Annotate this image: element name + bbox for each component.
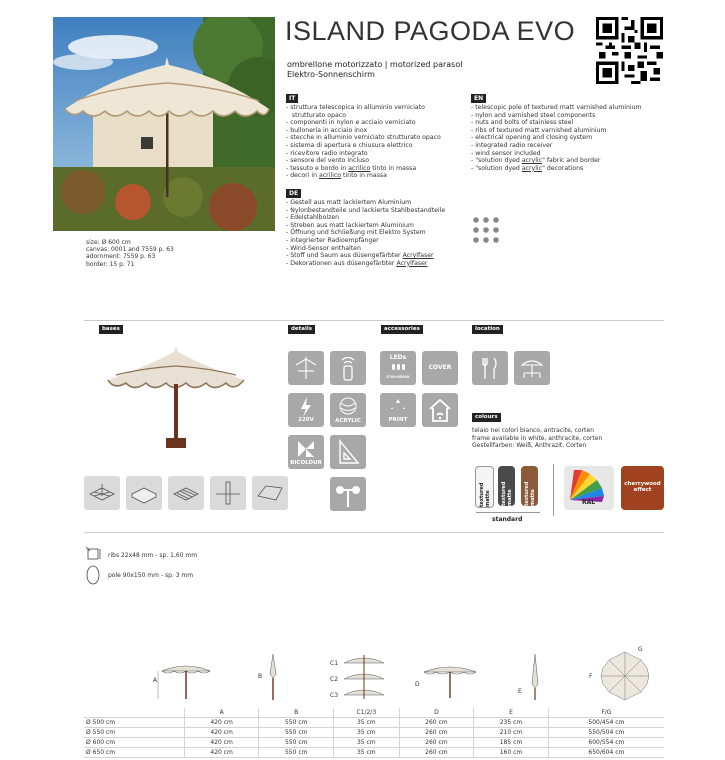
description-it bbox=[286, 94, 441, 180]
dimension-label-f: F bbox=[589, 673, 593, 680]
list-item: - bulloneria in acciaio inox bbox=[286, 126, 368, 134]
list-item: - decori in acrilico tinto in massa bbox=[286, 172, 387, 180]
colours-description: telaio nei colori bianco, antracite, corten frame available in white, anthracite, corten Gestellfarben: Weiß, Anthrazit, Corten bbox=[472, 427, 603, 449]
table-row: Ø 600 cm 420 cm 550 cm 35 cm 260 cm 185 cm 600/554 cm bbox=[84, 738, 664, 748]
base-option-cross[interactable] bbox=[84, 476, 120, 510]
dimension-label-d: D bbox=[415, 681, 420, 688]
dimension-drawing-b bbox=[263, 654, 283, 706]
list-item: - nylon and varnished steel components bbox=[471, 111, 596, 119]
acrylic-link[interactable]: acrilico bbox=[348, 164, 371, 172]
dimension-drawing-fg bbox=[597, 650, 653, 706]
qr-code[interactable] bbox=[596, 17, 663, 84]
print-accessory-icon: PRINT bbox=[380, 393, 416, 427]
divider bbox=[476, 512, 540, 513]
list-item: - ricevitore radio integrato bbox=[286, 149, 368, 157]
frame-colour-white[interactable]: textured matte bbox=[475, 466, 494, 508]
acrylfaser-link[interactable]: Acrylfaser bbox=[396, 259, 428, 267]
list-item: - ribs of textured matt varnished aluminium bbox=[471, 126, 607, 134]
lang-tag-de: DE bbox=[286, 189, 301, 198]
list-item: - Öffnung und Schließung mit Elektro System bbox=[286, 229, 426, 237]
dimension-label-a: A bbox=[153, 677, 158, 684]
divider bbox=[84, 320, 664, 321]
list-item: - sensore del vento incluso bbox=[286, 157, 370, 165]
bicolour-icon: BICOLOUR bbox=[288, 435, 324, 469]
section-bases: bases bbox=[99, 325, 123, 334]
dimension-drawing-d bbox=[420, 660, 480, 704]
dimension-drawing-e bbox=[528, 654, 542, 706]
base-option-plate[interactable] bbox=[252, 476, 288, 510]
rib-profile-icon bbox=[86, 546, 102, 566]
list-item: - Streben aus matt lackiertem Aluminium bbox=[286, 221, 414, 229]
list-item: - sistema di apertura e chiusura elettrico bbox=[286, 141, 413, 149]
acrylic-yarn-icon: ACRYLIC bbox=[330, 393, 366, 427]
dimension-drawing-c bbox=[342, 653, 386, 703]
acrylic-link[interactable]: acrilico bbox=[318, 172, 342, 180]
wind-sensor-icon bbox=[330, 477, 366, 511]
list-item: strutturato opaco bbox=[286, 111, 346, 119]
description-en bbox=[471, 94, 642, 172]
list-item: - struttura telescopica in alluminio verniciato bbox=[286, 104, 425, 111]
list-item: - Gestell aus matt lackiertem Aluminium bbox=[286, 199, 412, 206]
list-item: - tessuto e bordo in acrilico tinto in massa bbox=[286, 164, 417, 172]
table-row: Ø 500 cm 420 cm 550 cm 35 cm 260 cm 235 cm 500/454 cm bbox=[84, 718, 664, 728]
table-row: Ø 550 cm 420 cm 550 cm 35 cm 260 cm 210 cm 550/504 cm bbox=[84, 728, 664, 738]
list-item: - nuts and bolts of stainless steel bbox=[471, 119, 574, 127]
home-wifi-icon bbox=[422, 393, 458, 427]
lang-tag-it: IT bbox=[286, 94, 298, 103]
description-de bbox=[286, 189, 445, 267]
restaurant-location-icon bbox=[472, 351, 508, 385]
table-header-row: A B C1/2/3 D E F/G bbox=[84, 708, 664, 718]
section-details: details bbox=[288, 325, 315, 334]
list-item: - integrated radio receiver bbox=[471, 141, 553, 149]
frame-colour-corten[interactable]: textured matte bbox=[521, 466, 538, 506]
list-item: - "solution dyed acrylic" decorations bbox=[471, 164, 584, 172]
product-title: ISLAND PAGODA EVO bbox=[285, 16, 576, 46]
list-item: - "solution dyed acrylic" fabric and border bbox=[471, 157, 601, 165]
list-item: - Edelstahlbolzen bbox=[286, 214, 340, 222]
acrylic-link[interactable]: acrylic bbox=[521, 157, 543, 165]
acrylfaser-link[interactable]: Acrylfaser bbox=[402, 252, 434, 260]
dimension-label-c2: C2 bbox=[330, 676, 339, 683]
dimension-label-c1: C1 bbox=[330, 660, 339, 667]
acrylic-link[interactable]: acrylic bbox=[521, 164, 543, 172]
cherrywood-effect-swatch[interactable]: cherrywood effect bbox=[621, 466, 664, 510]
product-photo bbox=[53, 17, 275, 231]
ribs-spec: ribs 22x48 mm - sp. 1,60 mm bbox=[108, 552, 198, 559]
divider bbox=[553, 464, 554, 516]
list-item: - Stoff und Saum aus düsengefärbter Acrylfaser bbox=[286, 252, 434, 260]
list-item: - wind sensor included bbox=[471, 149, 541, 157]
pole-profile-icon bbox=[84, 564, 102, 590]
list-item: - electrical opening and closing system bbox=[471, 134, 593, 142]
dimension-label-c3: C3 bbox=[330, 692, 339, 699]
list-item: - stecche in alluminio verniciato strutturato opaco bbox=[286, 134, 441, 142]
cover-accessory-icon: COVER bbox=[422, 351, 458, 385]
dimension-label-g: G bbox=[638, 646, 643, 653]
list-item: - Dekorationen aus düsengefärbter Acrylfaser bbox=[286, 259, 428, 267]
table-row: Ø 650 cm 420 cm 550 cm 35 cm 260 cm 160 cm 650/604 cm bbox=[84, 748, 664, 758]
lang-tag-en: EN bbox=[471, 94, 486, 103]
list-item: - integrierter Radioempfänger bbox=[286, 236, 379, 244]
parasol-illustration bbox=[104, 346, 248, 452]
voltage-220v-icon: 220V bbox=[288, 393, 324, 427]
pole-spec: pole 90x150 mm - sp. 3 mm bbox=[108, 572, 194, 579]
section-location: location bbox=[472, 325, 503, 334]
list-item: - Wind-Sensor enthalten bbox=[286, 244, 361, 252]
base-option-grid[interactable] bbox=[168, 476, 204, 510]
dimension-drawing-a bbox=[150, 657, 220, 706]
telescopic-icon bbox=[288, 351, 324, 385]
terrace-location-icon bbox=[514, 351, 550, 385]
dimension-label-b: B bbox=[258, 673, 263, 680]
dots-grid-icon bbox=[472, 216, 500, 244]
dimensions-table bbox=[84, 708, 664, 758]
base-option-ground[interactable] bbox=[210, 476, 246, 510]
leds-accessory-icon: LEDs 3700-6500K bbox=[380, 351, 416, 385]
standard-label: standard bbox=[492, 516, 523, 523]
list-item: - Nylonbestandteile und lackierte Stahlbestandteile bbox=[286, 206, 446, 214]
dimension-label-e: E bbox=[518, 688, 522, 695]
remote-control-icon bbox=[330, 351, 366, 385]
section-colours: colours bbox=[472, 413, 501, 422]
frame-colour-anthracite[interactable]: textured matte bbox=[498, 466, 515, 506]
base-option-slab[interactable] bbox=[126, 476, 162, 510]
list-item: - componenti in nylon e acciaio verniciato bbox=[286, 119, 416, 127]
product-specs: size: Ø 600 cm canvas: 0001 and 7559 p. 63 adornment: 7559 p. 63 border: 15 p. 71 bbox=[86, 239, 174, 268]
product-subtitle: ombrellone motorizzato | motorized parasol Elektro-Sonnenschirm bbox=[287, 60, 463, 79]
section-accessories: accessories bbox=[381, 325, 423, 334]
list-item: - telescopic pole of textured matt varnished aluminium bbox=[471, 104, 642, 111]
divider bbox=[84, 532, 664, 533]
square-ruler-icon bbox=[330, 435, 366, 469]
ral-colour-swatch[interactable]: RAL bbox=[564, 466, 614, 510]
